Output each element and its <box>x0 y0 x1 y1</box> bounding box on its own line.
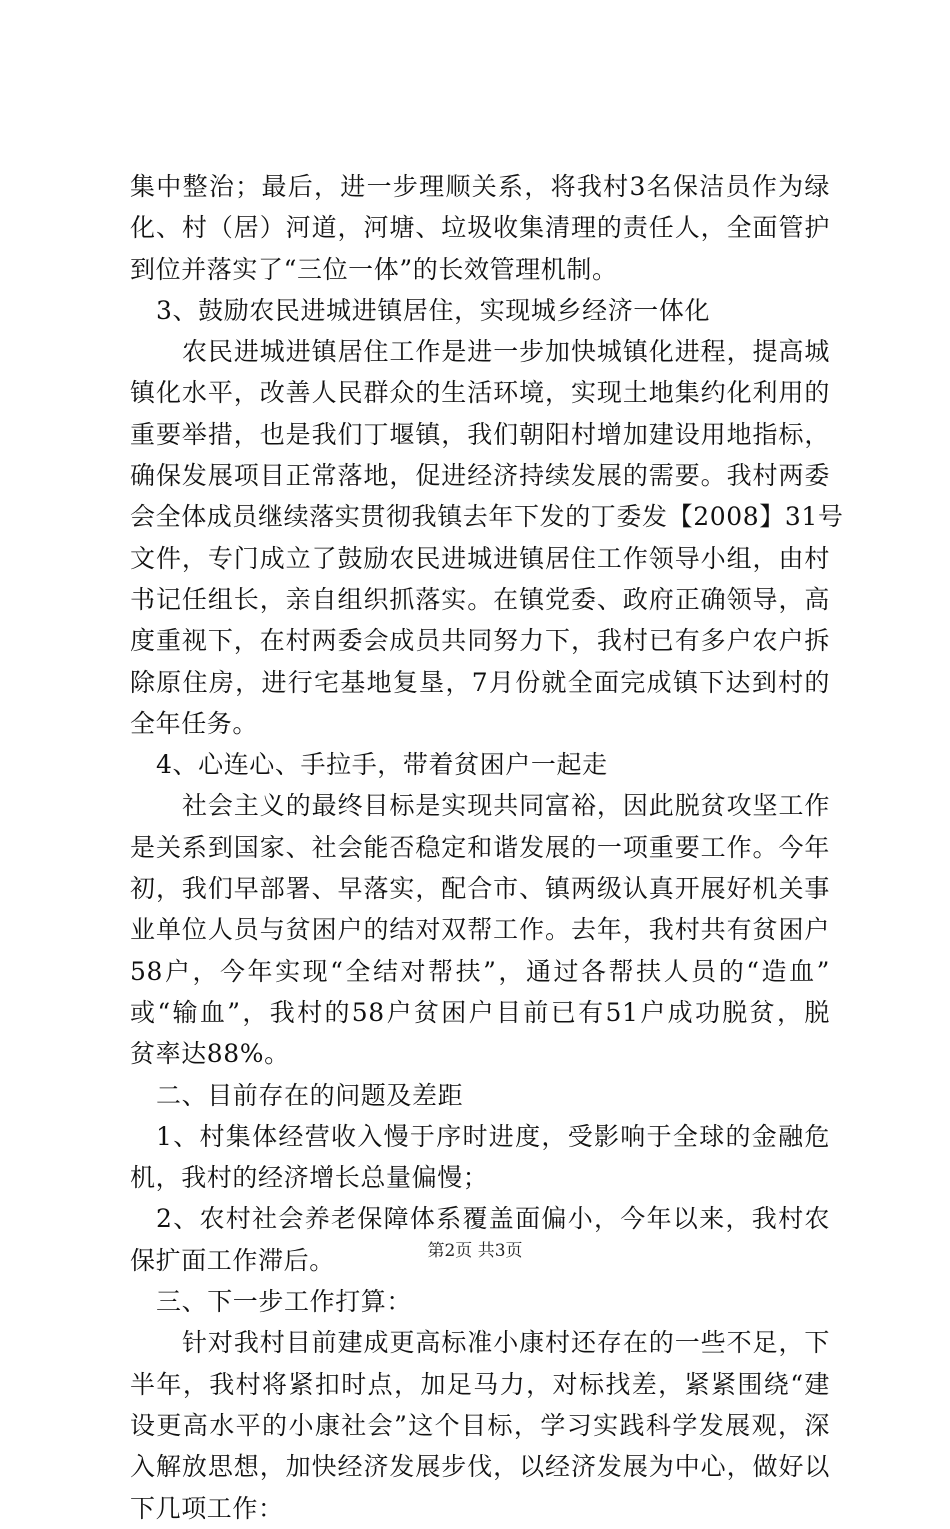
text-line: 到位并落实了“三位一体”的长效管理机制。 <box>130 254 618 284</box>
text-line: 贫率达88%。 <box>130 1039 290 1069</box>
text-line: 保扩面工作滞后。 <box>130 1245 335 1275</box>
text-line: 集中整治；最后，进一步理顺关系，将我村3名保洁员作为绿 <box>130 172 830 201</box>
text-line: 农民进城进镇居住工作是进一步加快城镇化进程，提高城 <box>182 337 830 367</box>
text-line: 或“输血”，我村的58户贫困户目前已有51户成功脱贫，脱 <box>130 997 830 1027</box>
text-line: 业单位人员与贫困户的结对双帮工作。去年，我村共有贫困户 <box>130 915 830 945</box>
text-line: 二、目前存在的问题及差距 <box>156 1080 464 1110</box>
text-line: 1、村集体经营收入慢于序时进度，受影响于全球的金融危 <box>156 1121 830 1151</box>
document-body <box>130 166 844 1529</box>
text-line: 58户，今年实现“全结对帮扶”，通过各帮扶人员的“造血” <box>130 956 830 986</box>
text-line: 半年，我村将紧扣时点，加足马力，对标找差，紧紧围绕“建 <box>130 1369 830 1399</box>
text-line: 三、下一步工作打算： <box>156 1287 413 1317</box>
text-line: 重要举措，也是我们丁堰镇，我们朝阳村增加建设用地指标， <box>130 419 830 449</box>
text-line: 化、村（居）河道，河塘、垃圾收集清理的责任人，全面管护 <box>130 213 830 243</box>
text-line: 针对我村目前建成更高标准小康村还存在的一些不足，下 <box>182 1328 830 1358</box>
text-line: 4、心连心、手拉手，带着贫困户一起走 <box>156 750 608 780</box>
text-line: 度重视下，在村两委会成员共同努力下，我村已有多户农户拆 <box>130 626 830 656</box>
text-line: 书记任组长，亲自组织抓落实。在镇党委、政府正确领导，高 <box>130 584 830 614</box>
text-line: 文件，专门成立了鼓励农民进城进镇居住工作领导小组，由村 <box>130 543 830 573</box>
page-number-label: 第2页 共3页 <box>427 1241 523 1261</box>
text-line: 3、鼓励农民进城进镇居住，实现城乡经济一体化 <box>156 295 711 325</box>
text-line: 社会主义的最终目标是实现共同富裕，因此脱贫攻坚工作 <box>182 791 830 821</box>
text-line: 全年任务。 <box>130 708 259 738</box>
text-line: 会全体成员继续落实贯彻我镇去年下发的丁委发【2008】31号 <box>130 502 844 532</box>
text-line: 设更高水平的小康社会”这个目标，学习实践科学发展观，深 <box>130 1410 830 1440</box>
text-line: 入解放思想，加快经济发展步伐，以经济发展为中心，做好以 <box>130 1452 830 1482</box>
text-line: 镇化水平，改善人民群众的生活环境，实现土地集约化利用的 <box>130 378 830 408</box>
text-line: 机，我村的经济增长总量偏慢； <box>130 1163 489 1193</box>
text-line: 确保发展项目正常落地，促进经济持续发展的需要。我村两委 <box>130 461 830 491</box>
page-footer <box>0 1236 950 1261</box>
text-line: 除原住房，进行宅基地复垦，7月份就全面完成镇下达到村的 <box>130 667 830 697</box>
text-line: 2、农村社会养老保障体系覆盖面偏小，今年以来，我村农 <box>156 1204 830 1234</box>
text-line: 初，我们早部署、早落实，配合市、镇两级认真开展好机关事 <box>130 874 830 904</box>
text-line: 是关系到国家、社会能否稳定和谐发展的一项重要工作。今年 <box>130 832 830 862</box>
text-line: 下几项工作： <box>130 1493 284 1523</box>
